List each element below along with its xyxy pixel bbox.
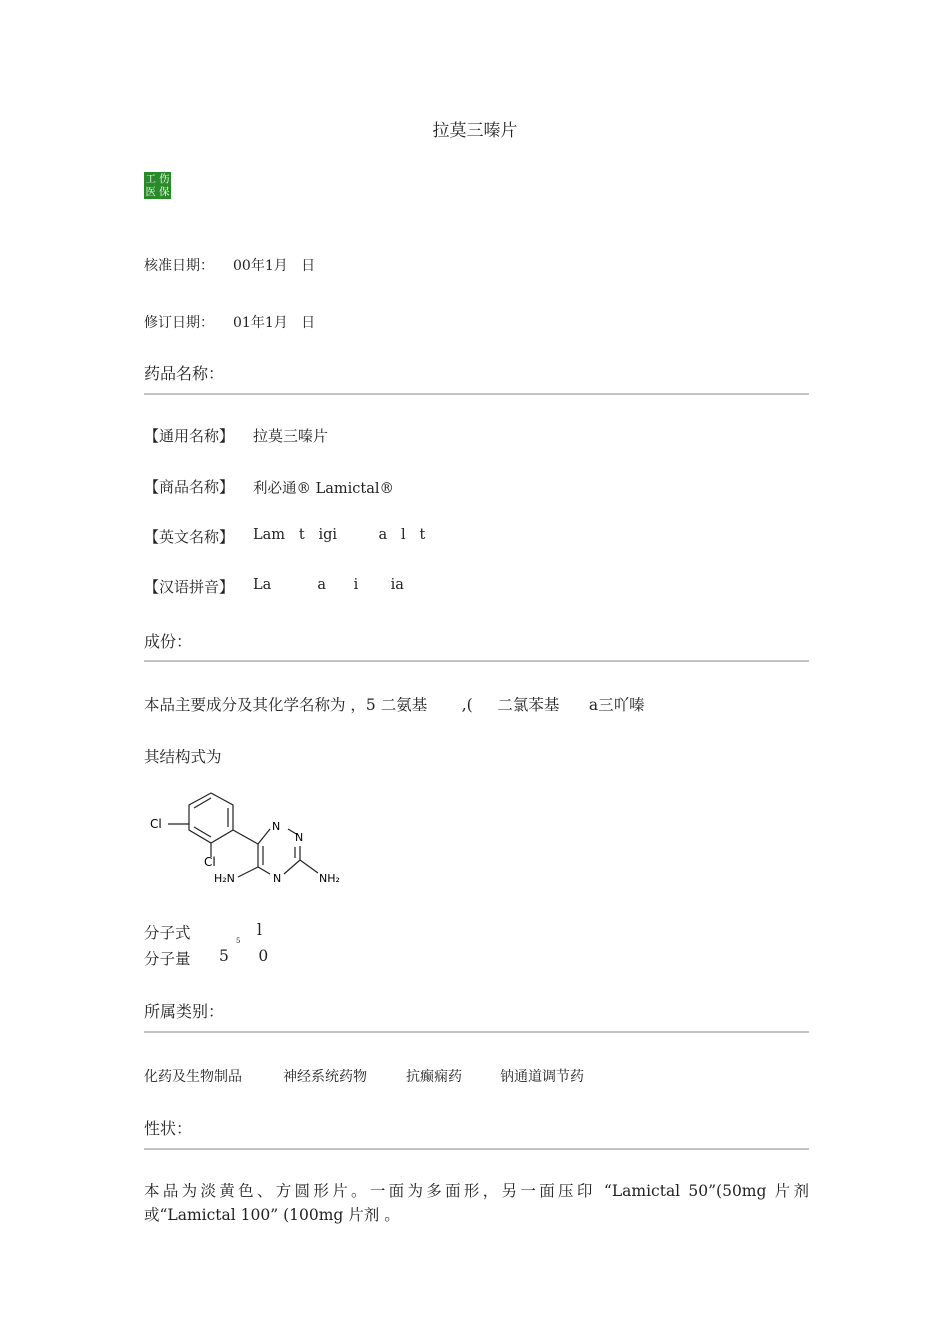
section-heading-ingredients: 成份： (144, 632, 193, 651)
section-divider (144, 1148, 809, 1150)
section-heading-properties: 性状： (144, 1119, 193, 1138)
atom-n-label: N (295, 831, 304, 844)
amino-group-label: NH₂ (319, 872, 340, 885)
field-label-trade-name: 【商品名称】 (144, 478, 235, 496)
amino-group-label: H₂N (214, 872, 235, 885)
properties-text: 本品为淡黄色、方圆形片。一面为多面形，另一面压印 “Lamictal 50”(50mg 片剂 或“Lamictal 100” (100mg 片剂 。 (144, 1182, 809, 1224)
molecular-formula-subscript: 5 (236, 937, 241, 945)
molecular-formula-value: l (257, 921, 262, 939)
field-value-pinyin: La a i ia (253, 577, 404, 593)
section-divider (144, 660, 809, 662)
category-link[interactable]: 抗癫痫药 (406, 1069, 462, 1085)
approval-date-label: 核准日期： (144, 258, 214, 274)
molecular-mass-value: 5 0 (219, 947, 269, 965)
badge-char: 工 (145, 173, 156, 185)
field-value-trade-name: 利必通® Lamictal® (253, 481, 394, 497)
field-value-english-name: Lam t igi a l t (253, 527, 426, 543)
atom-cl-label: Cl (204, 855, 216, 869)
field-label-english-name: 【英文名称】 (144, 528, 235, 546)
category-link[interactable]: 神经系统药物 (283, 1069, 367, 1085)
atom-n-label: N (272, 820, 281, 833)
atom-cl-label: Cl (150, 817, 162, 831)
field-label-pinyin: 【汉语拼音】 (144, 578, 235, 596)
category-link[interactable]: 化药及生物制品 (144, 1069, 242, 1085)
structure-intro: 其结构式为 (144, 748, 222, 766)
section-heading-drug-name: 药品名称： (144, 364, 225, 383)
badge-char: 伤 (159, 173, 170, 185)
molecular-mass-label: 分子量 (144, 950, 191, 968)
insurance-badge-icon (144, 172, 171, 199)
chemical-structure-diagram (140, 780, 360, 892)
badge-char: 保 (159, 185, 170, 198)
section-divider (144, 1031, 809, 1033)
ingredient-text: 本品主要成分及其化学名称为 ，5 二氨基 ,( 二氯苯基 a三吖嗪 (144, 696, 645, 714)
molecular-formula-label: 分子式 (144, 924, 191, 942)
approval-date-value: 00年1月 日 (233, 258, 316, 274)
field-value-generic-name: 拉莫三嗪片 (253, 427, 329, 445)
revision-date-value: 01年1月 日 (233, 315, 316, 331)
atom-n-label: N (273, 872, 282, 885)
section-divider (144, 393, 809, 395)
section-heading-category: 所属类别： (144, 1002, 225, 1021)
revision-date-label: 修订日期： (144, 315, 214, 331)
field-label-generic-name: 【通用名称】 (144, 427, 235, 445)
badge-char: 医 (145, 185, 156, 198)
category-link[interactable]: 钠通道调节药 (500, 1069, 584, 1085)
page-title: 拉莫三嗪片 (432, 121, 518, 141)
